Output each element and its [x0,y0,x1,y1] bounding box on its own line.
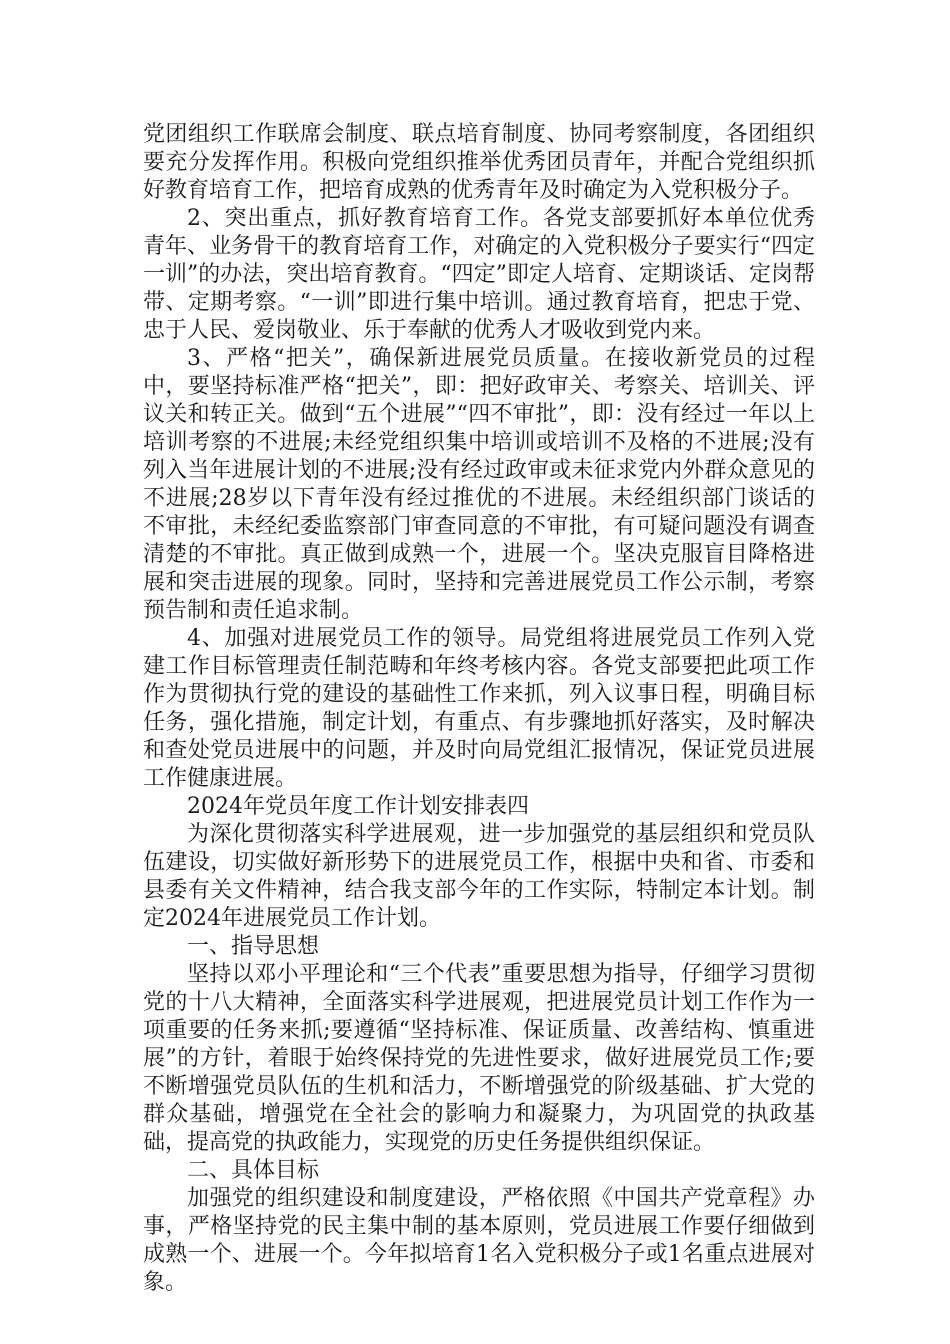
paragraph-9: 加强党的组织建设和制度建设，严格依照《中国共产党章程》办事，严格坚持党的民主集中制的基本原则，党员进展工作要仔细做到成熟一个、进展一个。今年拟培育1名入党积极分子或1名重点进展对象。 [143,1186,815,1295]
document-body [143,121,815,1297]
heading-specific-goals: 二、具体目标 [187,1158,320,1183]
paragraph-5: 为深化贯彻落实科学进展观，进一步加强党的基层组织和党员队伍建设，切实做好新形势下的进展党员工作，根据中央和省、市委和县委有关文件精神，结合我支部今年的工作实际，特制定本计划。制定2024年进展党员工作计划。 [143,822,815,931]
paragraph-7: 坚持以邓小平理论和“三个代表”重要思想为指导，仔细学习贯彻党的十八大精神，全面落实科学进展观，把进展党员计划工作作为一项重要的任务来抓;要遵循“坚持标准、保证质量、改善结构、慎重进展”的方针，着眼于始终保持党的先进性要求，做好进展党员工作;要不断增强党员队伍的生机和活力，不断增强党的阶级基础、扩大党的群众基础，增强党在全社会的影响力和凝聚力，为巩固党的执政基础，提高党的执政能力，实现党的历史任务提供组织保证。 [143,962,815,1155]
paragraph-3: 4、加强对进展党员工作的领导。局党组将进展党员工作列入党建工作目标管理责任制范畴和年终考核内容。各党支部要把此项工作作为贯彻执行党的建设的基础性工作来抓，列入议事日程，明确目标任务，强化措施，制定计划，有重点、有步骤地抓好落实，及时解决和查处党员进展中的问题，并及时向局党组汇报情况，保证党员进展工作健康进展。 [143,626,815,791]
paragraph-2: 3、严格“把关”，确保新进展党员质量。在接收新党员的过程中，要坚持标准严格“把关”，即：把好政审关、考察关、培训关、评议关和转正关。做到“五个进展”“四不审批”，即：没有经过一年以上培训考察的不进展;未经党组织集中培训或培训不及格的不进展;没有列入当年进展计划的不进展;没有经过政审或未征求党内外群众意见的不进展;28岁以下青年没有经过推优的不进展。未经组织部门谈话的不审批，未经纪委监察部门审查同意的不审批，有可疑问题没有调查清楚的不审批。真正做到成熟一个，进展一个。坚决克服盲目降格进展和突击进展的现象。同时，坚持和完善进展党员工作公示制，考察预告制和责任追求制。 [143,346,815,623]
section-title-plan-table: 2024年党员年度工作计划安排表四 [187,794,529,819]
paragraph-0: 党团组织工作联席会制度、联点培育制度、协同考察制度，各团组织要充分发挥作用。积极向党组织推举优秀团员青年，并配合党组织抓好教育培育工作，把培育成熟的优秀青年及时确定为入党积极分子。 [143,122,815,203]
heading-guiding-thought: 一、指导思想 [187,934,320,959]
paragraph-1: 2、突出重点，抓好教育培育工作。各党支部要抓好本单位优秀青年、业务骨干的教育培育工作，对确定的入党积极分子要实行“四定一训”的办法，突出培育教育。“四定”即定人培育、定期谈话、定岗帮带、定期考察。“一训”即进行集中培训。通过教育培育，把忠于党、忠于人民、爱岗敬业、乐于奉献的优秀人才吸收到党内来。 [143,206,815,343]
